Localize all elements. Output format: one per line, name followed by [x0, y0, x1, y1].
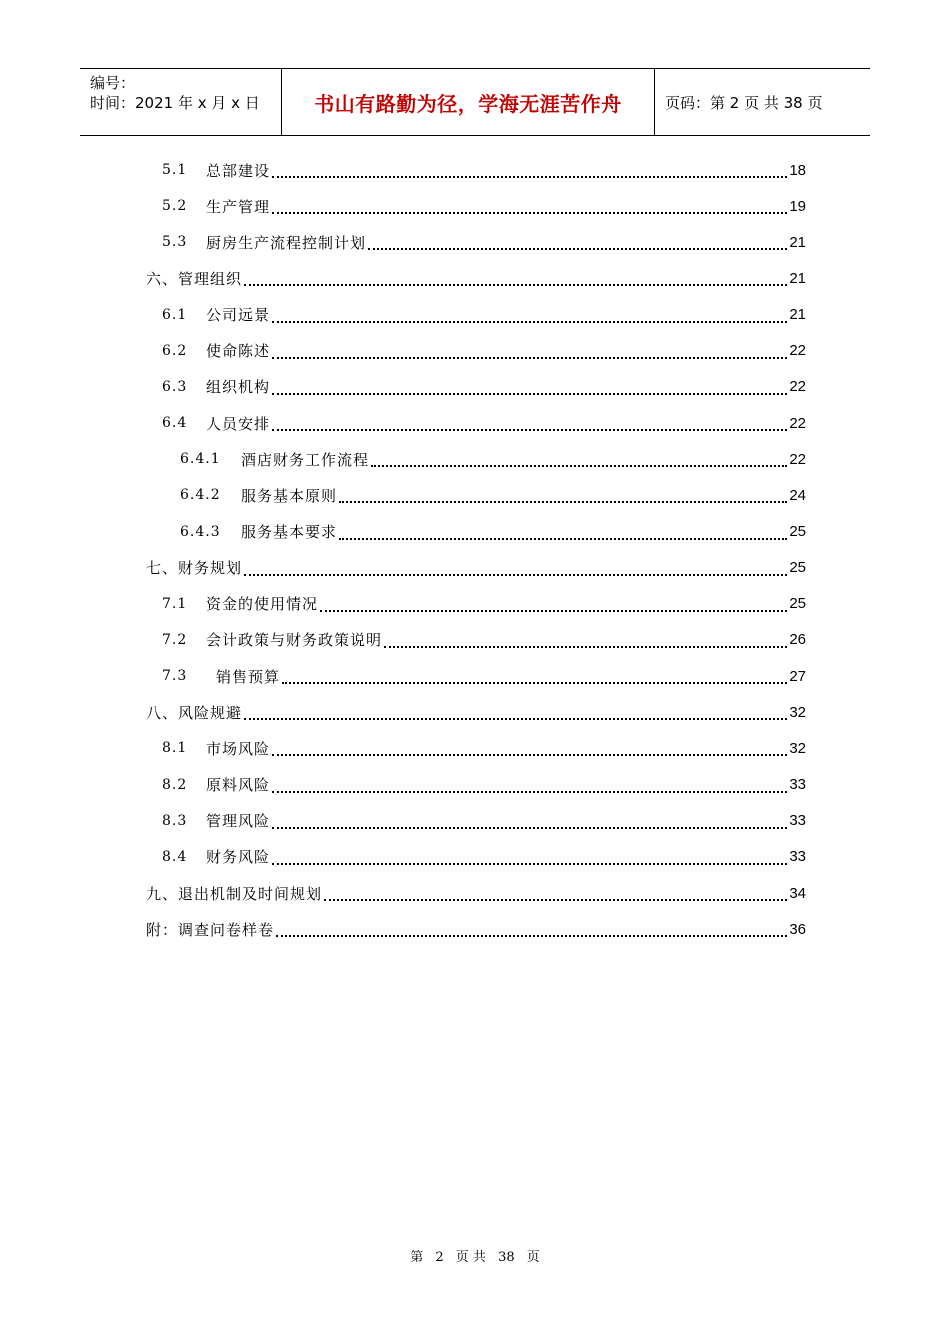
toc-entry-number: 6.4.2: [180, 487, 221, 504]
toc-leader-dots: [244, 718, 787, 720]
document-code-label: 编号：: [90, 74, 136, 92]
toc-leader-dots: [272, 357, 787, 359]
toc-entry[interactable]: [162, 369, 806, 405]
toc-entry-title: 人员安排: [206, 414, 271, 433]
toc-leader-dots: [339, 501, 787, 503]
toc-entry-title: 服务基本要求: [241, 523, 338, 541]
toc-leader-dots: [339, 538, 787, 540]
toc-entry-page: 25: [789, 595, 806, 613]
toc-leader-dots: [272, 393, 787, 395]
toc-entry-title: 附：调查问卷样卷: [146, 920, 275, 939]
footer-prefix: 第: [410, 1250, 424, 1265]
footer-suffix: 页: [526, 1250, 540, 1265]
toc-entry-page: 25: [789, 523, 806, 540]
toc-entry-page: 22: [789, 414, 806, 432]
toc-leader-dots: [272, 754, 787, 756]
toc-entry-title: 原料风险: [206, 776, 271, 795]
toc-entry-title: 销售预算: [216, 667, 281, 686]
toc-entry[interactable]: [162, 188, 806, 224]
toc-entry-title: 六、管理组织: [146, 269, 243, 288]
toc-entry-number: 5.1: [162, 162, 188, 178]
toc-entry-number: 6.4: [162, 415, 188, 432]
toc-entry-page: 21: [789, 269, 806, 287]
toc-entry-number: 8.1: [162, 740, 188, 757]
toc-leader-dots: [272, 429, 787, 431]
toc-entry[interactable]: [162, 767, 806, 803]
toc-entry[interactable]: [180, 514, 806, 550]
toc-entry-number: 6.4.1: [180, 451, 221, 468]
toc-entry-number: 6.3: [162, 378, 188, 395]
toc-entry-title: 酒店财务工作流程: [241, 450, 370, 469]
toc-entry-number: 8.3: [162, 812, 188, 829]
toc-leader-dots: [272, 791, 787, 793]
toc-entry-page: 34: [789, 884, 806, 902]
header-meta: [80, 69, 282, 135]
toc-entry-page: 26: [789, 631, 806, 649]
toc-entry-page: 19: [789, 197, 806, 215]
toc-entry-number: 8.4: [162, 848, 188, 865]
toc-entry-title: 财务风险: [206, 848, 271, 867]
toc-entry-number: 7.3: [162, 668, 188, 685]
toc-entry[interactable]: [162, 839, 806, 875]
toc-leader-dots: [384, 646, 787, 648]
toc-leader-dots: [371, 465, 787, 467]
toc-leader-dots: [272, 176, 787, 178]
toc-entry-title: 市场风险: [206, 739, 271, 758]
toc-entry-page: 32: [789, 739, 806, 757]
toc-entry-page: 21: [789, 233, 806, 251]
header-motto: 书山有路勤为径，学海无涯苦作舟: [314, 91, 622, 116]
toc-entry[interactable]: [146, 694, 806, 730]
toc-entry-page: 22: [789, 378, 806, 396]
toc-entry-page: 22: [789, 450, 806, 468]
toc-entry-title: 组织机构: [206, 378, 271, 397]
toc-leader-dots: [324, 899, 787, 901]
header-page-info: [655, 69, 870, 135]
toc-leader-dots: [244, 284, 787, 286]
toc-entry-number: 8.2: [162, 776, 188, 793]
toc-entry-title: 管理风险: [206, 812, 271, 831]
toc-leader-dots: [244, 574, 787, 576]
toc-entry-title: 总部建设: [206, 161, 271, 180]
toc-entry-title: 七、财务规划: [146, 559, 243, 578]
toc-entry-number: 5.3: [162, 234, 188, 251]
toc-entry[interactable]: [162, 622, 806, 658]
toc-entry[interactable]: [162, 224, 806, 260]
toc-entry-page: 18: [789, 161, 806, 179]
toc-entry[interactable]: [180, 441, 806, 477]
toc-entry-title: 会计政策与财务政策说明: [206, 631, 383, 650]
toc-leader-dots: [320, 610, 787, 612]
toc-entry-title: 生产管理: [206, 197, 271, 216]
page-header: [80, 68, 870, 136]
footer-middle: 页 共: [455, 1250, 486, 1265]
toc-entry[interactable]: [146, 550, 806, 586]
toc-leader-dots: [272, 827, 787, 829]
toc-entry[interactable]: [162, 658, 806, 694]
toc-entry-page: 33: [789, 812, 806, 830]
toc-entry-page: 27: [789, 667, 806, 685]
toc-entry-number: 6.1: [162, 306, 188, 323]
toc-entry-page: 33: [789, 848, 806, 866]
toc-entry-number: 6.4.3: [180, 523, 221, 540]
toc-entry-page: 36: [789, 920, 806, 938]
toc-entry[interactable]: [162, 297, 806, 333]
toc-entry-title: 公司远景: [206, 306, 271, 325]
toc-entry[interactable]: [162, 586, 806, 622]
header-page-number: 页码：第 2 页 共 38 页: [665, 93, 823, 112]
header-motto-cell: [282, 69, 655, 135]
toc-entry[interactable]: [146, 260, 806, 296]
toc-entry-number: 7.1: [162, 595, 188, 612]
toc-leader-dots: [276, 935, 787, 937]
toc-entry-number: 5.2: [162, 198, 188, 215]
toc-entry[interactable]: [146, 875, 806, 911]
toc-entry-title: 使命陈述: [206, 342, 271, 361]
toc-entry[interactable]: [162, 803, 806, 839]
toc-entry[interactable]: [180, 477, 806, 513]
toc-entry-title: 九、退出机制及时间规划: [146, 884, 323, 903]
toc-entry-title: 八、风险规避: [146, 703, 243, 722]
footer-total-pages: 38: [498, 1250, 515, 1265]
toc-entry-number: 6.2: [162, 342, 188, 359]
document-date: 时间：2021 年 x 月 x 日: [90, 94, 260, 112]
toc-entry-page: 33: [789, 776, 806, 794]
toc-entry[interactable]: [146, 911, 806, 947]
toc-entry-page: 32: [789, 703, 806, 721]
toc-entry-title: 服务基本原则: [241, 486, 338, 505]
footer-current-page: 2: [435, 1250, 444, 1265]
toc-entry-title: 资金的使用情况: [206, 595, 319, 614]
toc-entry[interactable]: [162, 405, 806, 441]
toc-leader-dots: [272, 212, 787, 214]
toc-leader-dots: [272, 321, 787, 323]
toc-entry-title: 厨房生产流程控制计划: [206, 233, 367, 252]
toc-leader-dots: [282, 682, 787, 684]
toc-entry-page: 25: [789, 559, 806, 577]
toc-entry-number: 7.2: [162, 631, 188, 648]
toc-entry-page: 21: [789, 306, 806, 324]
toc-leader-dots: [368, 248, 787, 250]
toc-entry-page: 22: [789, 342, 806, 360]
toc-entry[interactable]: [162, 730, 806, 766]
toc-leader-dots: [272, 863, 787, 865]
toc-entry-page: 24: [789, 486, 806, 504]
toc-entry[interactable]: [162, 333, 806, 369]
page-footer: [0, 1246, 950, 1265]
toc-entry[interactable]: [162, 152, 806, 188]
